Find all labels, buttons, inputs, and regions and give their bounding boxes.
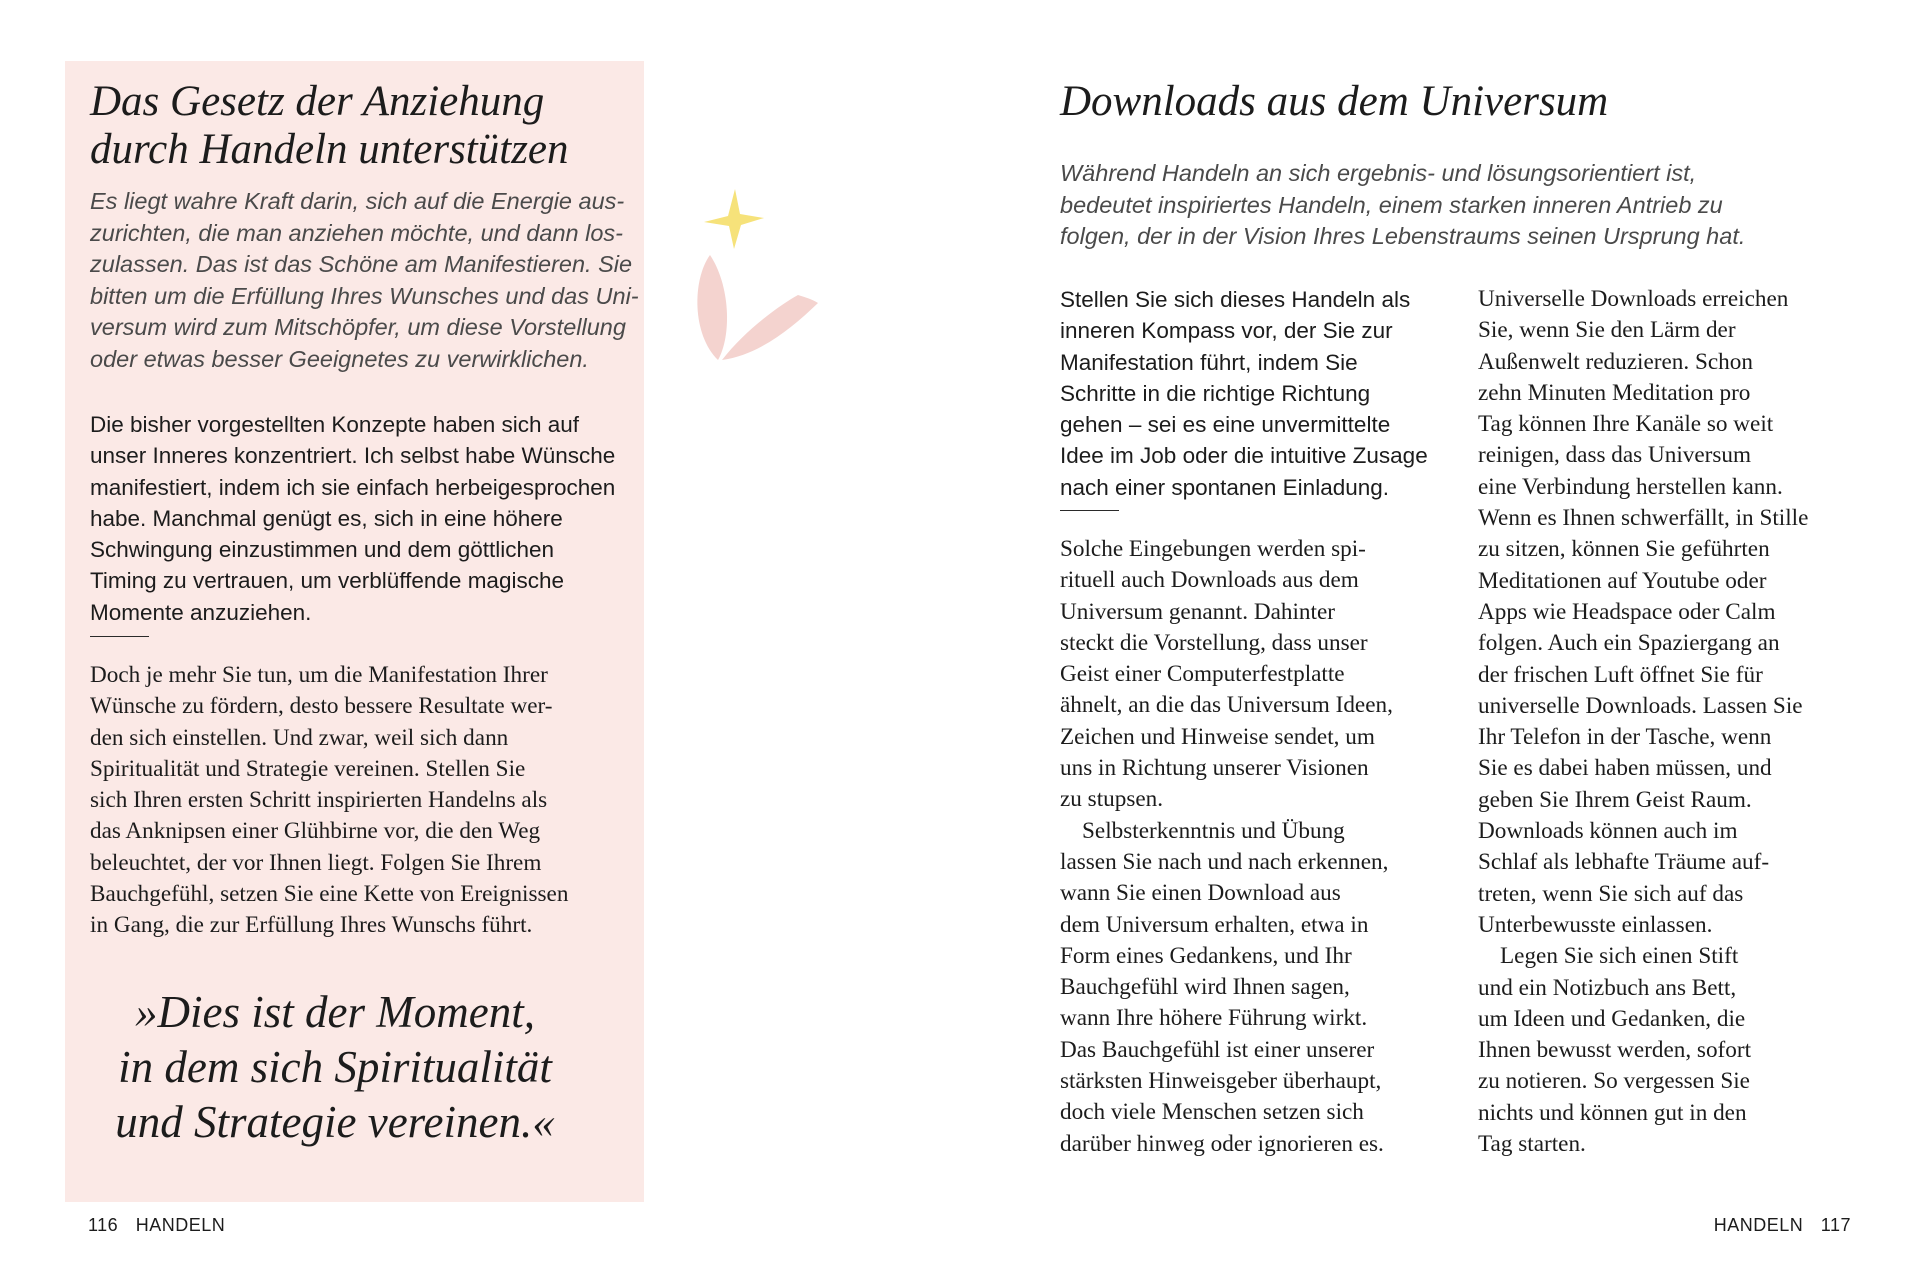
right-col2-serif-line: Unterbewusste einlassen. [1478, 911, 1713, 938]
right-col1-serif-line: uns in Richtung unserer Visionen [1060, 755, 1369, 782]
right-intro-line: Während Handeln an sich ergebnis- und lösungsorientiert ist, [1060, 160, 1697, 186]
right-col2-serif-line: Downloads können auch im [1478, 818, 1738, 845]
running-head-left: HANDELN [135, 1215, 226, 1235]
right-col2-serif-line: eine Verbindung herstellen kann. [1478, 473, 1783, 500]
right-col2-serif-line: Ihnen bewusst werden, sofort [1478, 1037, 1752, 1064]
right-col1-serif-line: rituell auch Downloads aus dem [1060, 567, 1359, 594]
left-serif-line: den sich einstellen. Und zwar, weil sich dann [90, 724, 509, 751]
pull-quote [80, 985, 590, 1150]
right-col2-serif-line: treten, wenn Sie sich auf das [1478, 880, 1744, 907]
right-col1-serif-line: Form eines Gedankens, und Ihr [1060, 942, 1352, 969]
right-col1-serif-line: lassen Sie nach und nach erkennen, [1060, 848, 1389, 875]
right-col1-serif-line: ähnelt, an die das Universum Ideen, [1060, 692, 1393, 719]
left-sans-line: Momente anzuziehen. [90, 599, 312, 625]
right-col1-serif-line: dem Universum erhalten, etwa in [1060, 911, 1369, 938]
right-heading: Downloads aus dem Universum [1060, 78, 1609, 125]
right-col2-serif-line: Sie es dabei haben müssen, und [1478, 755, 1772, 782]
left-intro-line: zulassen. Das ist das Schöne am Manifestieren. Sie [90, 251, 633, 277]
left-intro-line: oder etwas besser Geeignetes zu verwirklichen. [90, 345, 589, 372]
right-divider [1060, 510, 1119, 511]
right-intro [1060, 158, 1880, 253]
left-folio [88, 1214, 225, 1236]
right-col2-serif-line: Tag starten. [1478, 1131, 1586, 1158]
right-col1-serif-line: stärksten Hinweisgeber überhaupt, [1060, 1068, 1382, 1095]
right-col1-serif-line: Solche Eingebungen werden spi- [1060, 536, 1366, 562]
pull-quote-line: in dem sich Spiritualität [118, 1042, 552, 1092]
left-serif-line: beleuchtet, der vor Ihnen liegt. Folgen Sie Ihrem [90, 849, 542, 876]
right-col2-serif-line: reinigen, dass das Universum [1478, 442, 1752, 469]
right-col1-sans-line: nach einer spontanen Einladung. [1060, 474, 1390, 500]
right-col2-serif-line: Wenn es Ihnen schwerfällt, in Stille [1478, 505, 1809, 532]
left-serif-line: das Anknipsen einer Glühbirne vor, die den Weg [90, 818, 541, 845]
right-col1-serif-line: Universum genannt. Dahinter [1060, 598, 1335, 625]
left-intro-line: Es liegt wahre Kraft darin, sich auf die Energie aus- [90, 188, 625, 214]
left-intro-line: zurichten, die man anziehen möchte, und dann los- [90, 219, 623, 246]
right-col1-sans-line: inneren Kompass vor, der Sie zur [1060, 318, 1393, 344]
leaf-sprout-icon [697, 255, 818, 360]
right-col2-serif-line: nichts und können gut in den [1478, 1099, 1747, 1126]
left-serif-line: in Gang, die zur Erfüllung Ihres Wunschs führt. [90, 912, 533, 939]
right-col1-serif-line: doch viele Menschen setzen sich [1060, 1099, 1364, 1126]
left-intro [90, 186, 650, 375]
right-col2-serif-line: Sie, wenn Sie den Lärm der [1478, 317, 1736, 344]
right-folio [1714, 1214, 1851, 1236]
right-intro-line: bedeutet inspiriertes Handeln, einem starken inneren Antrieb zu [1060, 191, 1723, 218]
right-col1-sans-paragraph [1060, 284, 1465, 503]
right-col1-serif-line: Bauchgefühl wird Ihnen sagen, [1060, 974, 1350, 1001]
left-serif-line: Wünsche zu fördern, desto bessere Resultate wer- [90, 693, 553, 720]
star-icon [704, 189, 764, 249]
right-col1-serif-line: zu stupsen. [1060, 786, 1164, 813]
right-col2-serif-line: zu sitzen, können Sie geführten [1478, 536, 1770, 563]
right-col2-serif-line: der frischen Luft öffnet Sie für [1478, 661, 1763, 688]
left-serif-line: sich Ihren ersten Schritt inspirierten Handelns als [90, 787, 548, 814]
running-head-right: HANDELN [1713, 1215, 1804, 1235]
left-heading-line-1: Das Gesetz der Anziehung [90, 78, 545, 125]
left-intro-line: bitten um die Erfüllung Ihres Wunsches und das Uni- [90, 282, 639, 309]
right-col2-serif-line: folgen. Auch ein Spaziergang an [1478, 630, 1780, 657]
right-col1-serif-line: Geist einer Computerfestplatte [1060, 661, 1345, 688]
right-col1-serif-line: steckt die Vorstellung, dass unser [1060, 629, 1368, 656]
left-serif-paragraph [90, 660, 650, 942]
left-divider [90, 636, 149, 637]
left-serif-line: Spiritualität und Strategie vereinen. Stellen Sie [90, 755, 526, 782]
left-heading-line-2: durch Handeln unterstützen [90, 126, 569, 173]
left-intro-line: versum wird zum Mitschöpfer, um diese Vorstellung [90, 314, 626, 340]
left-sans-paragraph [90, 409, 650, 628]
right-col1-serif-line: Zeichen und Hinweise sendet, um [1060, 723, 1375, 750]
right-col2-serif-line: und ein Notizbuch ans Bett, [1478, 974, 1737, 1001]
right-col2-serif-line: Tag können Ihre Kanäle so weit [1478, 411, 1774, 438]
left-serif-line: Bauchgefühl, setzen Sie eine Kette von Ereignissen [90, 881, 569, 908]
right-col1-serif-line: darüber hinweg oder ignorieren es. [1060, 1130, 1384, 1157]
right-col1-serif-line: Selbsterkenntnis und Übung [1082, 817, 1345, 844]
page-number-left: 116 [88, 1215, 119, 1235]
pull-quote-line: und Strategie vereinen.« [115, 1097, 555, 1147]
right-col2-serif-line: Universelle Downloads erreichen [1478, 286, 1789, 312]
right-col2-serif-line: zu notieren. So vergessen Sie [1478, 1068, 1750, 1095]
left-sans-line: unser Inneres konzentriert. Ich selbst habe Wünsche [90, 443, 616, 469]
right-col2-serif-line: Außenwelt reduzieren. Schon [1478, 348, 1753, 375]
decoration-illustration [690, 185, 825, 370]
right-col1-sans-line: Manifestation führt, indem Sie [1060, 349, 1358, 375]
right-col1-sans-line: Schritte in die richtige Richtung [1060, 380, 1371, 406]
right-col1-sans-line: gehen – sei es eine unvermittelte [1060, 412, 1391, 438]
right-intro-line: folgen, der in der Vision Ihres Lebenstraums seinen Ursprung hat. [1060, 223, 1746, 249]
right-col2-serif-line: Legen Sie sich einen Stift [1500, 943, 1739, 970]
right-col1-serif-paragraph [1060, 534, 1465, 1160]
right-col2-serif-line: universelle Downloads. Lassen Sie [1478, 692, 1803, 719]
right-col2-serif-line: um Ideen und Gedanken, die [1478, 1005, 1746, 1032]
right-col1-serif-line: wann Ihre höhere Führung wirkt. [1060, 1005, 1368, 1032]
right-col2-serif-line: geben Sie Ihrem Geist Raum. [1478, 786, 1752, 813]
left-sans-line: Die bisher vorgestellten Konzepte haben sich auf [90, 412, 580, 437]
right-col1-sans-line: Idee im Job oder die intuitive Zusage [1060, 443, 1428, 469]
pull-quote-line: »Dies ist der Moment, [135, 987, 535, 1037]
left-sans-line: Timing zu vertrauen, um verblüffende magische [90, 568, 564, 594]
right-col1-serif-line: Das Bauchgefühl ist einer unserer [1060, 1036, 1375, 1063]
left-sans-line: Schwingung einzustimmen und dem göttlichen [90, 537, 555, 563]
left-heading [90, 78, 630, 174]
right-col2-serif-line: Apps wie Headspace oder Calm [1478, 598, 1776, 625]
right-col1-sans-line: Stellen Sie sich dieses Handeln als [1060, 287, 1411, 312]
left-sans-line: habe. Manchmal genügt es, sich in eine höhere [90, 505, 563, 531]
left-serif-line: Doch je mehr Sie tun, um die Manifestation Ihrer [90, 662, 548, 688]
right-col2-serif-line: Schlaf als lebhafte Träume auf- [1478, 849, 1770, 876]
right-col2-serif-line: Meditationen auf Youtube oder [1478, 567, 1767, 594]
right-col2-serif-paragraph [1478, 284, 1878, 1160]
right-col2-serif-line: zehn Minuten Meditation pro [1478, 379, 1751, 406]
right-col1-serif-line: wann Sie einen Download aus [1060, 880, 1341, 907]
page-number-right: 117 [1820, 1215, 1851, 1235]
right-col2-serif-line: Ihr Telefon in der Tasche, wenn [1478, 724, 1772, 751]
left-sans-line: manifestiert, indem ich sie einfach herbeigesprochen [90, 474, 616, 500]
